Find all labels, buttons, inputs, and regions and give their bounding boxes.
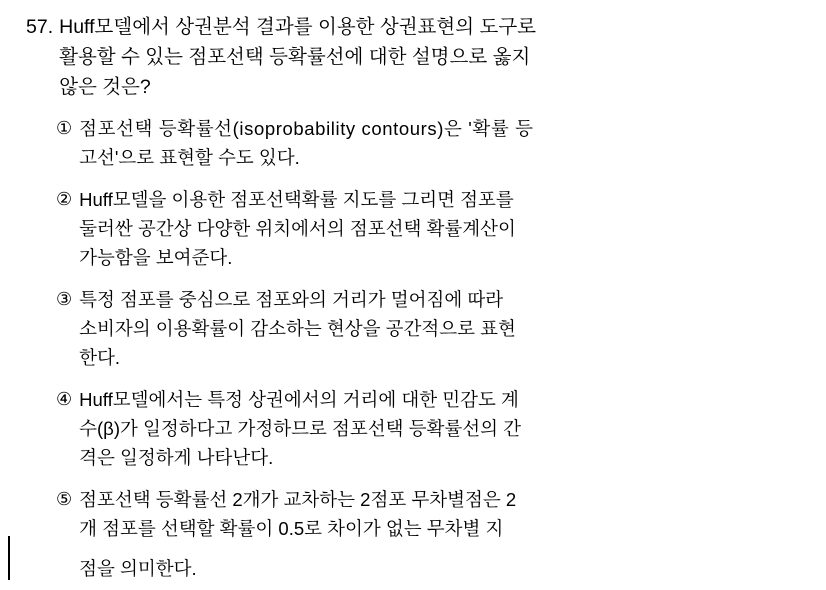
choice-text	[79, 114, 800, 172]
question-stem-line: Huff모델에서 상권분석 결과를 이용한 상권표현의 도구로	[59, 16, 537, 38]
choice-text	[79, 385, 800, 472]
choice-marker: ④	[56, 389, 73, 409]
choice-text	[79, 485, 800, 583]
choice-text-line: 점포선택 등확률선 2개가 교차하는 2점포 무차별점은 2	[79, 489, 517, 510]
page-edge-mark	[8, 536, 10, 580]
choice-text-line: 격은 일정하게 나타난다.	[79, 447, 274, 468]
choice-text-line: 가능함을 보여준다.	[79, 247, 233, 268]
question-stem-line: 활용할 수 있는 점포선택 등확률선에 대한 설명으로 옳지	[59, 46, 531, 68]
choice-marker: ③	[56, 289, 73, 309]
choice-item[interactable]	[56, 185, 800, 272]
choice-text-line: 소비자의 이용확률이 감소하는 현상을 공간적으로 표현	[79, 318, 516, 339]
choice-text-line: 특정 점포를 중심으로 점포와의 거리가 멀어짐에 따라	[79, 289, 504, 310]
question-number: 57.	[26, 16, 54, 38]
choice-marker: ①	[56, 118, 73, 138]
choice-item[interactable]	[56, 485, 800, 583]
choice-list	[26, 114, 800, 583]
choice-text-line: 고선'으로 표현할 수도 있다.	[79, 147, 300, 168]
choice-marker: ⑤	[56, 489, 73, 509]
choice-text-line: Huff모델에서는 특정 상권에서의 거리에 대한 민감도 계	[79, 389, 519, 410]
question-stem	[59, 12, 800, 102]
choice-text-line: 한다.	[79, 347, 121, 368]
choice-text-line: 수(β)가 일정하다고 가정하므로 점포선택 등확률선의 간	[79, 418, 521, 439]
choice-text-line: Huff모델을 이용한 점포선택확률 지도를 그리면 점포를	[79, 189, 514, 210]
choice-text-line: 점포선택 등확률선(isoprobability contours)은 '확률 등	[79, 118, 534, 139]
choice-marker: ②	[56, 189, 73, 209]
choice-item[interactable]	[56, 285, 800, 372]
question-stem-line: 않은 것은?	[59, 76, 151, 98]
choice-text-line: 개 점포를 선택할 확률이 0.5로 차이가 없는 무차별 지	[79, 518, 504, 539]
choice-text	[79, 185, 800, 272]
choice-text-line: 둘러싼 공간상 다양한 위치에서의 점포선택 확률계산이	[79, 218, 516, 239]
choice-item[interactable]	[56, 114, 800, 172]
choice-text	[79, 285, 800, 372]
question-block	[26, 12, 800, 102]
choice-text-line: 점을 의미한다.	[79, 558, 197, 579]
choice-item[interactable]	[56, 385, 800, 472]
